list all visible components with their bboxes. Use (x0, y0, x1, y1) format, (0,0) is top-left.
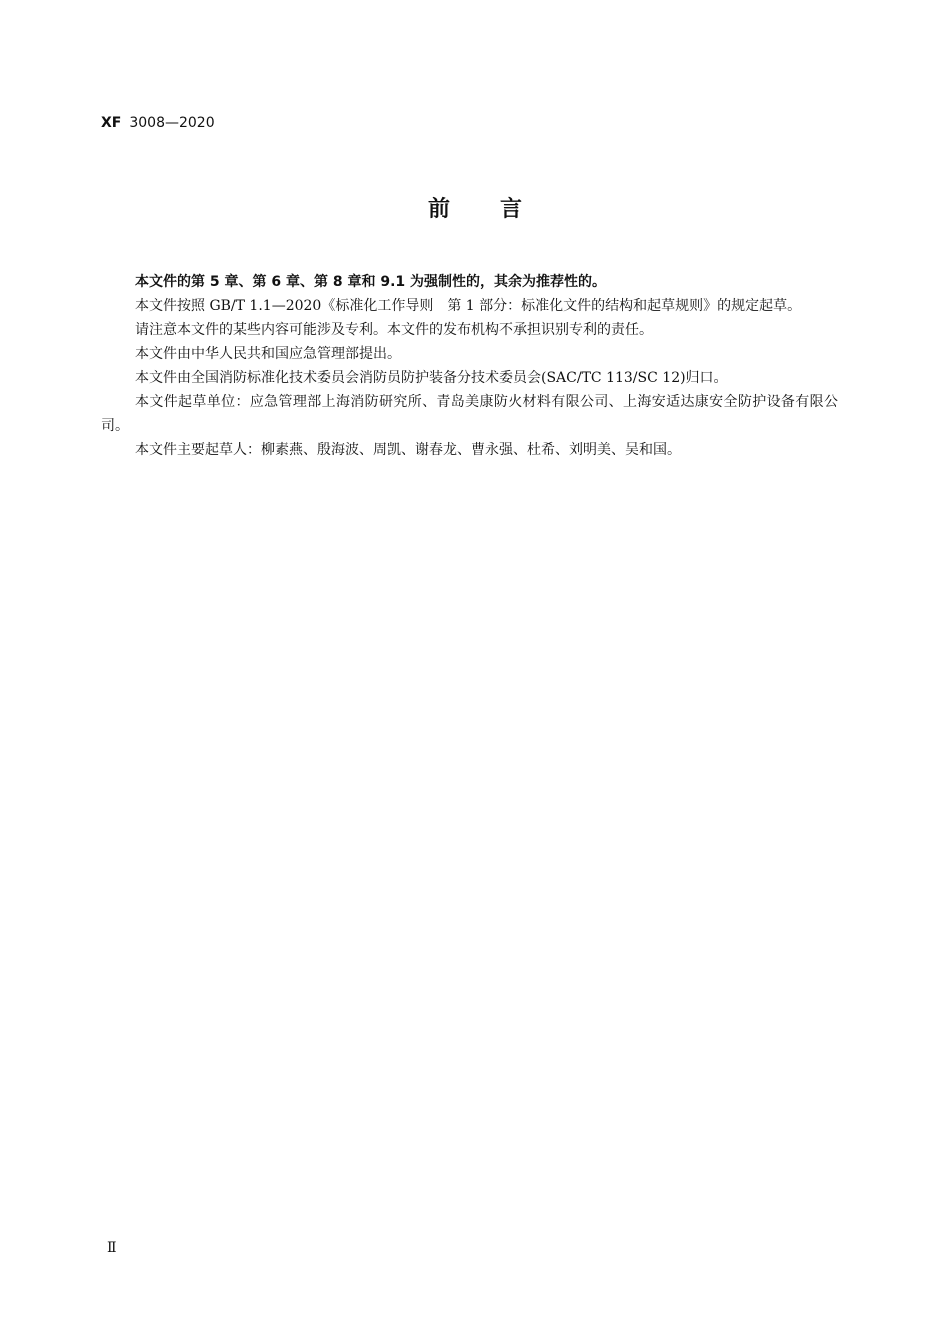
document-code-prefix: XF (101, 115, 122, 131)
paragraph-mandatory-clauses: 本文件的第 5 章、第 6 章、第 8 章和 9.1 为强制性的，其余为推荐性的。 (135, 274, 607, 290)
page-title: 前言 (427, 197, 572, 222)
paragraph-patent-notice: 请注意本文件的某些内容可能涉及专利。本文件的发布机构不承担识别专利的责任。 (135, 322, 653, 338)
document-code (101, 114, 215, 132)
paragraph-main-drafters: 本文件主要起草人：柳素燕、殷海波、周凯、谢春龙、曹永强、杜希、刘明美、吴和国。 (135, 442, 681, 458)
foreword-body (101, 270, 838, 462)
paragraph-drafting-units: 本文件起草单位：应急管理部上海消防研究所、青岛美康防火材料有限公司、上海安适达康安全防护设备有限公司。 (101, 394, 838, 434)
paragraph-responsible-committee: 本文件由全国消防标准化技术委员会消防员防护装备分技术委员会(SAC/TC 113/SC 12)归口。 (135, 370, 728, 386)
paragraph-proposer: 本文件由中华人民共和国应急管理部提出。 (135, 346, 401, 362)
page-number: Ⅱ (107, 1240, 117, 1256)
document-code-number: 3008—2020 (129, 115, 215, 131)
paragraph-drafting-basis: 本文件按照 GB/T 1.1—2020《标准化工作导则 第 1 部分：标准化文件的结构和起草规则》的规定起草。 (135, 298, 802, 314)
